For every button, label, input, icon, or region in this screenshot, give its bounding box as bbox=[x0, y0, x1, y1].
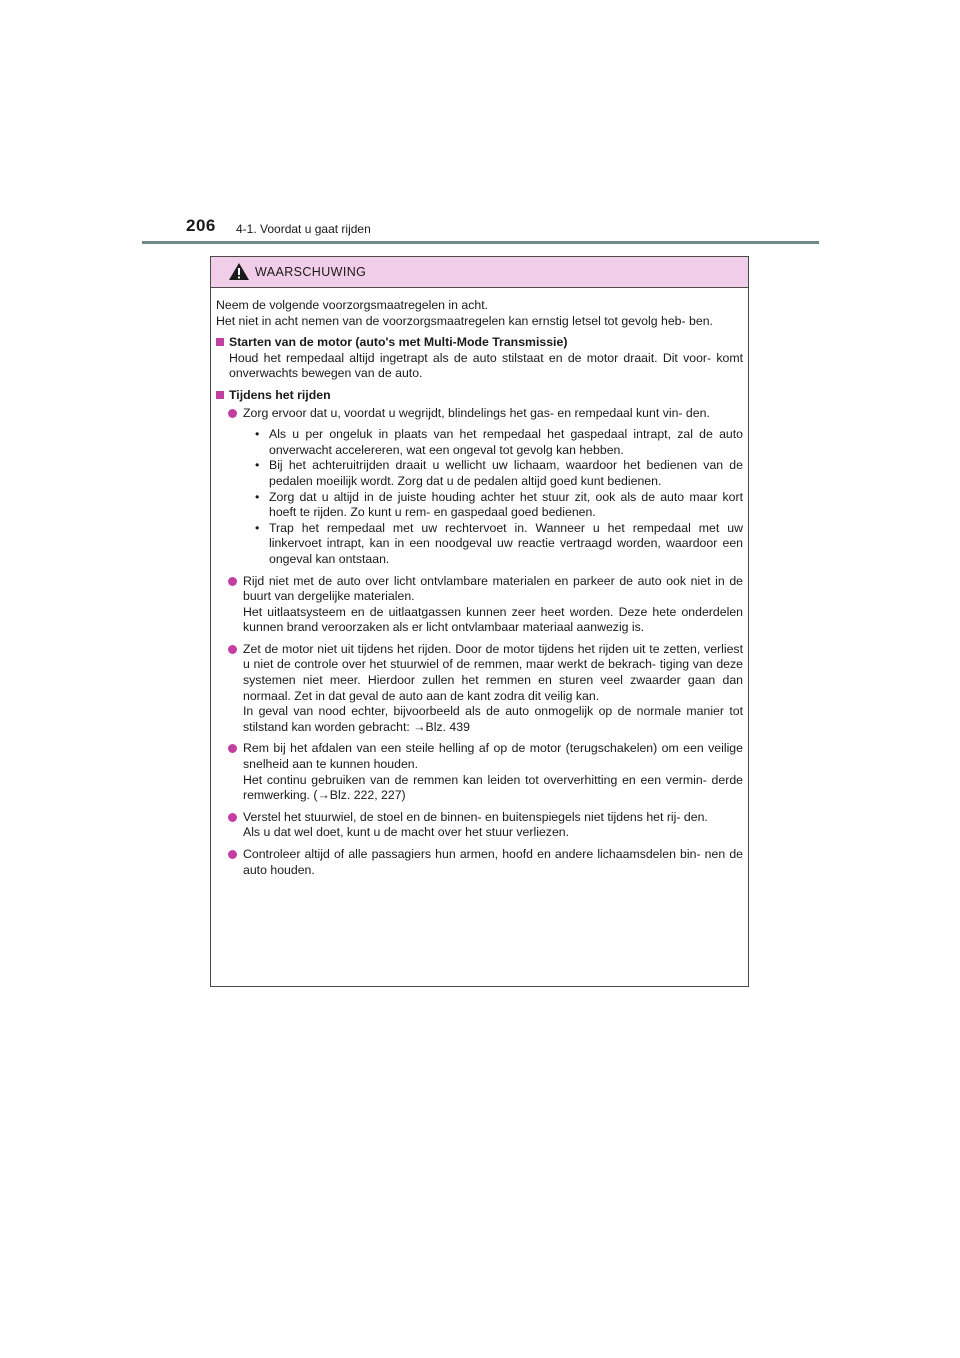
section-heading bbox=[216, 388, 743, 404]
dot-marker: • bbox=[255, 489, 260, 504]
dot-marker: • bbox=[255, 427, 260, 442]
round-bullet-icon bbox=[228, 850, 237, 859]
sub-list-item: • Bij het achteruitrijden draait u wellicht uw lichaam, waardoor het bedienen van de pedalen moeilijk wordt. Zorg dat u de pedalen altijd goed kunt bedienen. bbox=[255, 458, 743, 488]
section-heading-text: Starten van de motor (auto's met Multi-Mode Transmissie) bbox=[229, 335, 568, 350]
sub-list-item: • Trap het rempedaal met uw rechtervoet in. Wanneer u het rempedaal met uw linkervoet intrapt, kan in een noodgeval uw reactie vertraagd worden, waardoor een ongeval kan ontstaan. bbox=[255, 520, 743, 566]
section-title: 4-1. Voordat u gaat rijden bbox=[236, 222, 371, 236]
round-bullet-icon bbox=[228, 577, 237, 586]
section-while-driving bbox=[216, 388, 743, 878]
bullet-paragraph: Zorg ervoor dat u, voordat u wegrijdt, blindelings het gas- en rempedaal kunt vin- den. bbox=[243, 405, 710, 420]
section-heading bbox=[216, 335, 743, 351]
intro-line: Neem de volgende voorzorgsmaatregelen in acht. bbox=[216, 298, 489, 312]
bullet-item bbox=[216, 847, 743, 878]
round-bullet-icon bbox=[228, 409, 237, 418]
square-bullet-icon bbox=[216, 391, 224, 399]
intro-line: Het niet in acht nemen van de voorzorgsmaatregelen kan ernstig letsel tot gevolg heb- ben. bbox=[216, 313, 713, 328]
sub-list-item: • Zorg dat u altijd in de juiste houding achter het stuur zit, ook als de auto maar kort hoeft te rijden. Zo kunt u rem- en gaspedaal goed bedienen. bbox=[255, 489, 743, 520]
bullet-paragraph: Het continu gebruiken van de remmen kan leiden tot oververhitting en een vermin- derde remwerking. (→Blz. 222, 227) bbox=[243, 772, 743, 803]
header-rule bbox=[142, 241, 819, 244]
bullet-paragraph: Rem bij het afdalen van een steile helling af op de motor (terugschakelen) om een veilige snelheid aan te kunnen houden. bbox=[243, 741, 743, 772]
sub-list bbox=[243, 427, 743, 567]
square-bullet-icon bbox=[216, 338, 224, 346]
section-text: Houd het rempedaal altijd ingetrapt als de auto stilstaat en de motor draait. Dit voor- komt onverwachts bewegen van de auto. bbox=[229, 350, 743, 381]
bullet-paragraph: In geval van nood echter, bijvoorbeeld als de auto onmogelijk op de normale manier tot stilstand kan worden gebracht: →Blz. 439 bbox=[243, 704, 743, 734]
bullet-paragraph: Rijd niet met de auto over licht ontvlambare materialen en parkeer de auto ook niet in de buurt van dergelijke materialen. bbox=[243, 573, 743, 604]
round-bullet-icon bbox=[228, 645, 237, 654]
round-bullet-icon bbox=[228, 813, 237, 822]
page-number: 206 bbox=[186, 216, 216, 235]
round-bullet-icon bbox=[228, 744, 237, 753]
bullet-paragraph: Als u dat wel doet, kunt u de macht over het stuur verliezen. bbox=[243, 825, 570, 840]
dot-marker: • bbox=[255, 520, 260, 535]
bullet-item bbox=[216, 574, 743, 636]
bullet-paragraph: Zet de motor niet uit tijdens het rijden. Door de motor tijdens het rijden uit te zetten, verliest u niet de controle over het stuurwiel of de remmen, maar werkt de bekrach- tiging van deze systemen niet meer. Hierdoor zullen het remmen en sturen veel zwaarder gaan dan normaal. Zet in dat geval de auto aan de kant zodra dit veilig kan. bbox=[243, 641, 743, 703]
warning-box bbox=[210, 256, 749, 987]
dot-marker: • bbox=[255, 458, 260, 473]
bullet-item bbox=[216, 406, 743, 568]
bullet-item bbox=[216, 810, 743, 841]
warning-header bbox=[211, 257, 748, 288]
sub-list-item: • Als u per ongeluk in plaats van het rempedaal het gaspedaal intrapt, zal de auto onverwacht accelereren, wat een ongeval tot gevolg kan hebben. bbox=[255, 427, 743, 457]
warning-title: WAARSCHUWING bbox=[255, 265, 367, 279]
bullet-item bbox=[216, 642, 743, 736]
bullet-paragraph: Controleer altijd of alle passagiers hun armen, hoofd en andere lichaamsdelen bin- nen de auto houden. bbox=[243, 847, 743, 877]
section-heading-text: Tijdens het rijden bbox=[229, 387, 331, 402]
bullet-paragraph: Verstel het stuurwiel, de stoel en de binnen- en buitenspiegels niet tijdens het rij- den. bbox=[243, 809, 708, 824]
bullet-item bbox=[216, 741, 743, 803]
section-engine-start bbox=[216, 335, 743, 382]
warning-triangle-icon bbox=[228, 262, 250, 281]
warning-intro bbox=[216, 298, 743, 329]
bullet-paragraph: Het uitlaatsysteem en de uitlaatgassen kunnen zeer heet worden. Deze hete onderdelen kunnen brand veroorzaken als er licht ontvlambaar materiaal aanwezig is. bbox=[243, 604, 743, 635]
warning-body bbox=[211, 288, 748, 878]
